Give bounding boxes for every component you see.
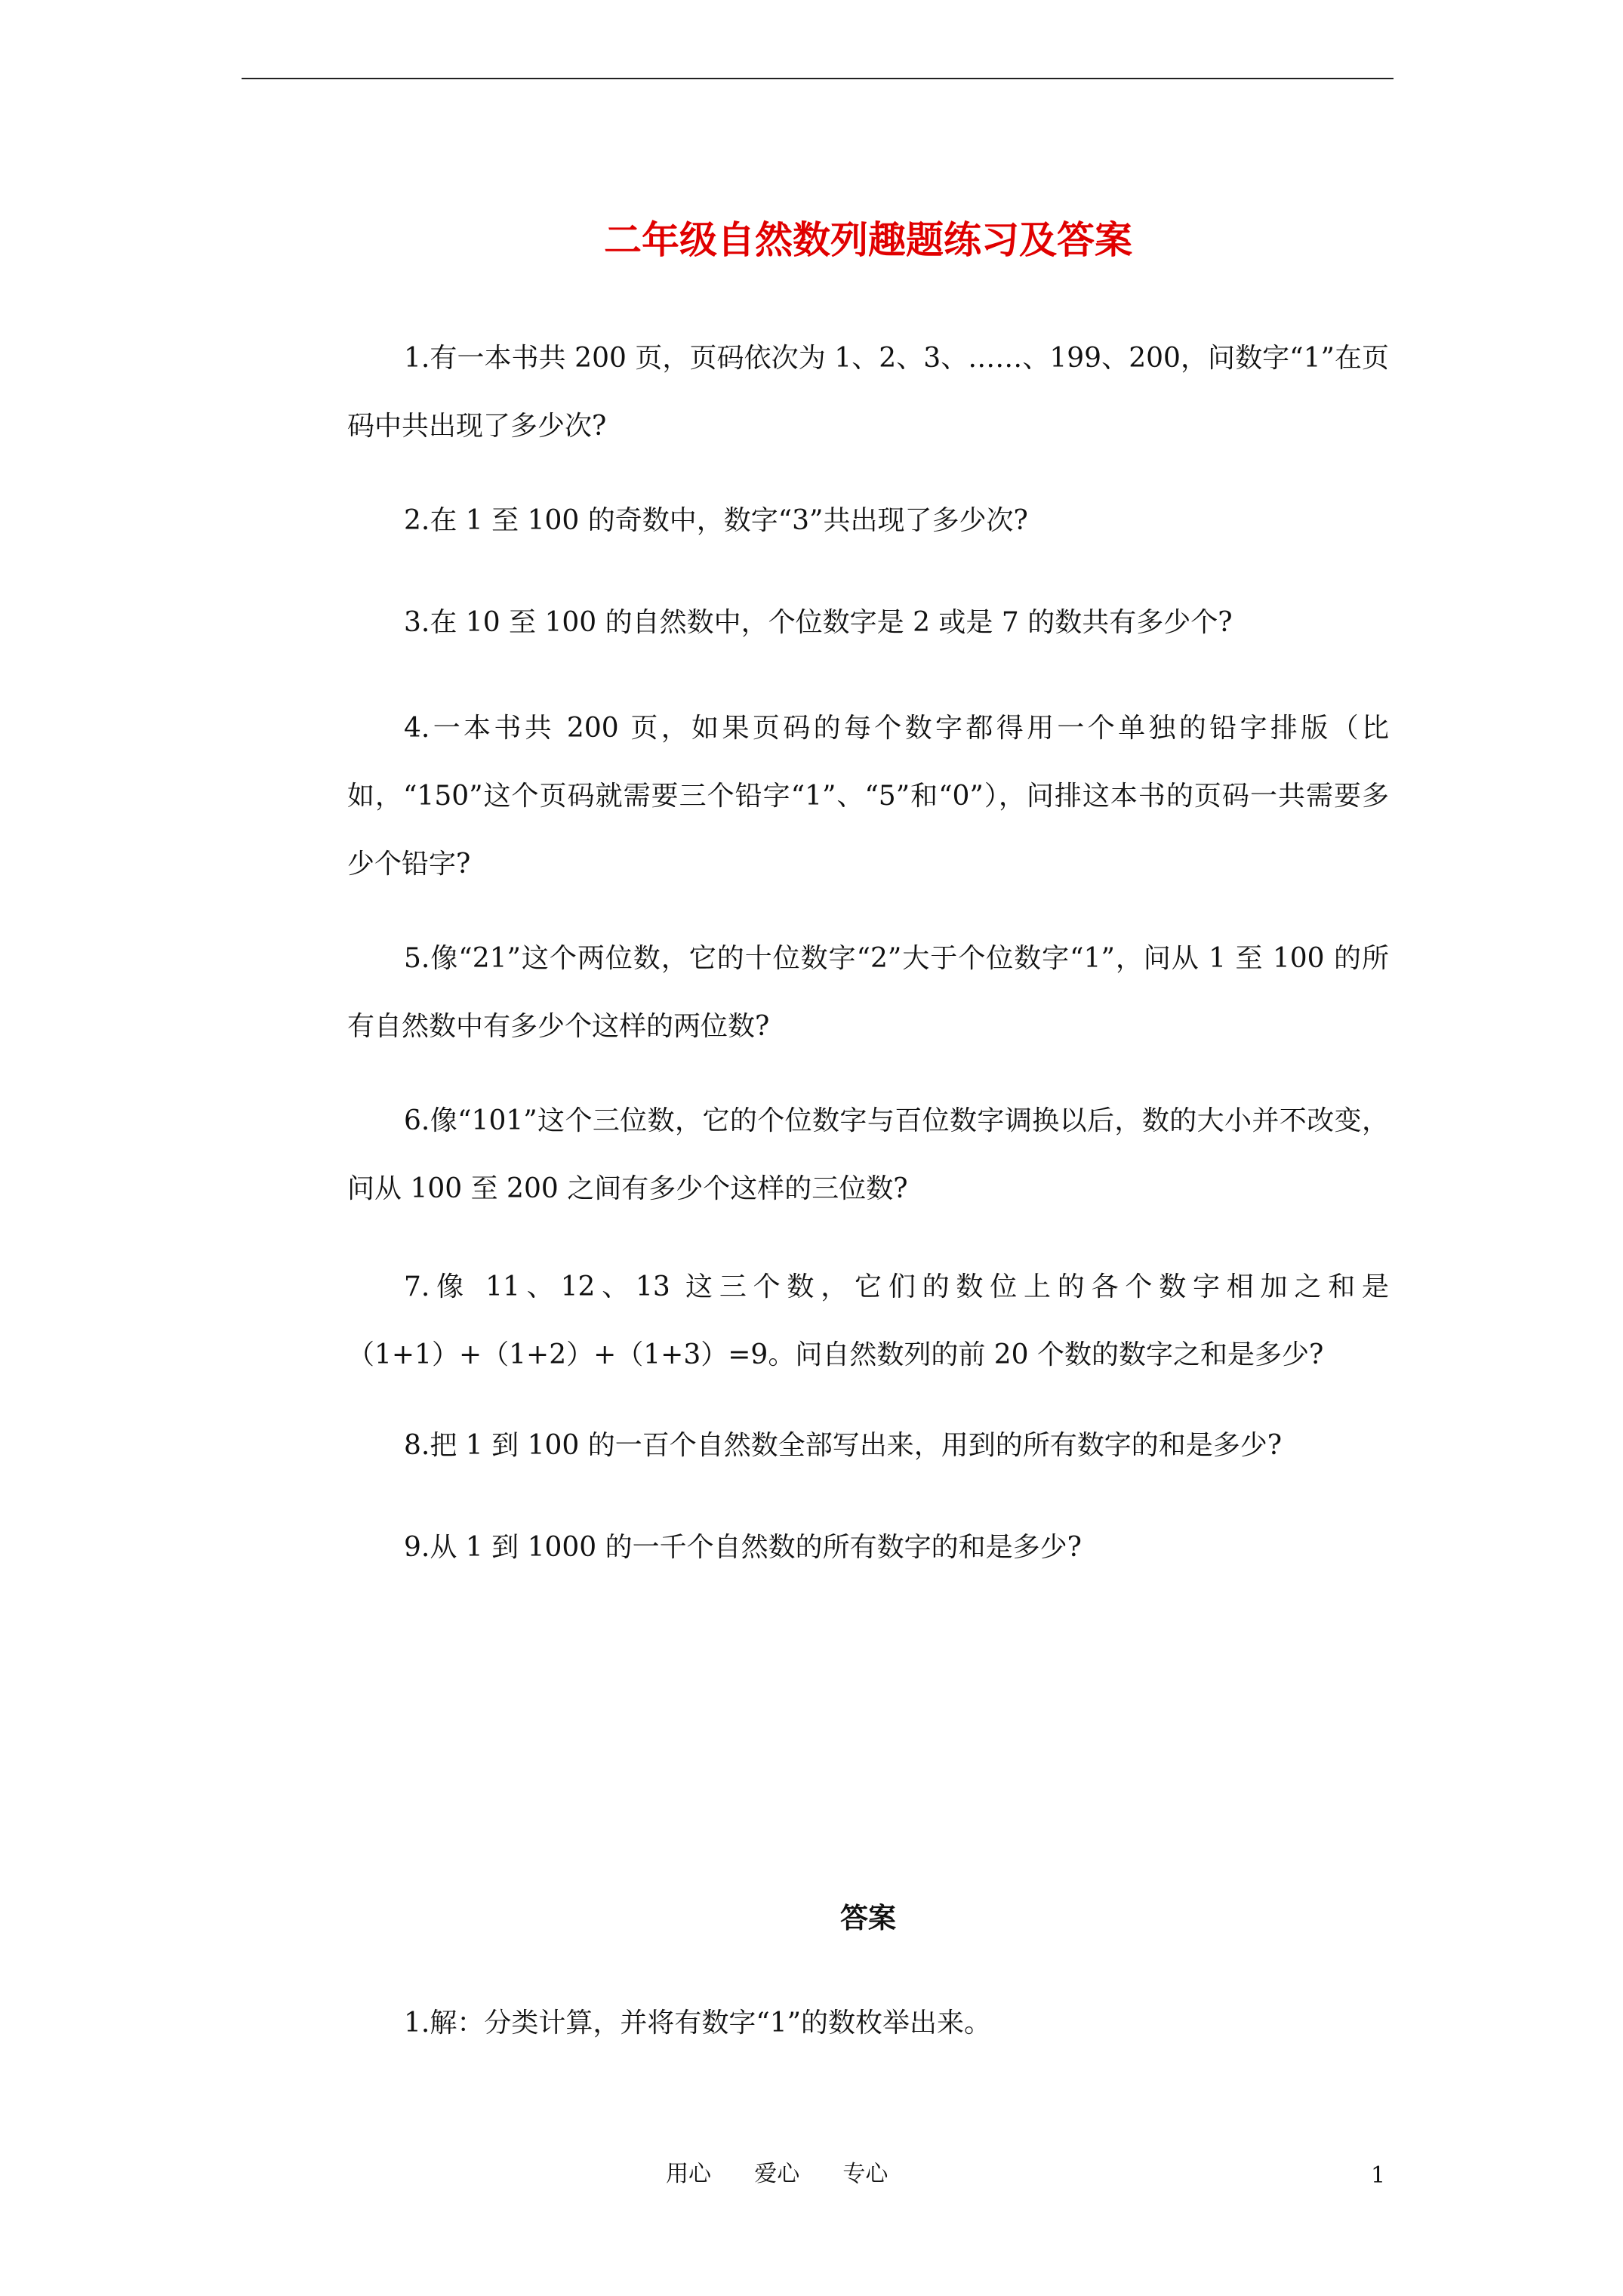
question-8: 8.把 1 到 100 的一百个自然数全部写出来，用到的所有数字的和是多少? — [404, 1430, 1283, 1461]
question-5: 5.像“21”这个两位数，它的十位数字“2”大于个位数字“1”，问从 1 至 100 的所有自然数中有多少个这样的两位数? — [347, 943, 1389, 1042]
answers-heading: 答案 — [840, 1901, 896, 1934]
footer-slogan: 用心 爱心 专心 — [666, 2161, 888, 2187]
question-9: 9.从 1 到 1000 的一千个自然数的所有数字的和是多少? — [404, 1532, 1082, 1563]
question-6: 6.像“101”这个三位数，它的个位数字与百位数字调换以后，数的大小并不改变，问从 100 至 200 之间有多少个这样的三位数? — [347, 1105, 1389, 1204]
document-title: 二年级自然数列趣题练习及答案 — [604, 217, 1132, 262]
question-3: 3.在 10 至 100 的自然数中，个位数字是 2 或是 7 的数共有多少个? — [404, 607, 1233, 638]
question-4: 4.一本书共 200 页，如果页码的每个数字都得用一个单独的铅字排版（比如，“150”这个页码就需要三个铅字“1”、“5”和“0”），问排这本书的页码一共需要多少个铅字? — [347, 713, 1389, 880]
question-7: 7.像 11、12、13 这三个数，它们的数位上的各个数字相加之和是（1+1）+（1+2）+（1+3）=9。问自然数列的前 20 个数的数字之和是多少? — [347, 1271, 1389, 1370]
page-number: 1 — [1371, 2162, 1386, 2189]
question-1: 1.有一本书共 200 页，页码依次为 1、2、3、……、199、200，问数字“1”在页码中共出现了多少次? — [347, 343, 1389, 442]
header-rule — [242, 78, 1394, 79]
answer-1: 1.解：分类计算，并将有数字“1”的数枚举出来。 — [404, 2008, 992, 2039]
question-2: 2.在 1 至 100 的奇数中，数字“3”共出现了多少次? — [404, 505, 1028, 536]
